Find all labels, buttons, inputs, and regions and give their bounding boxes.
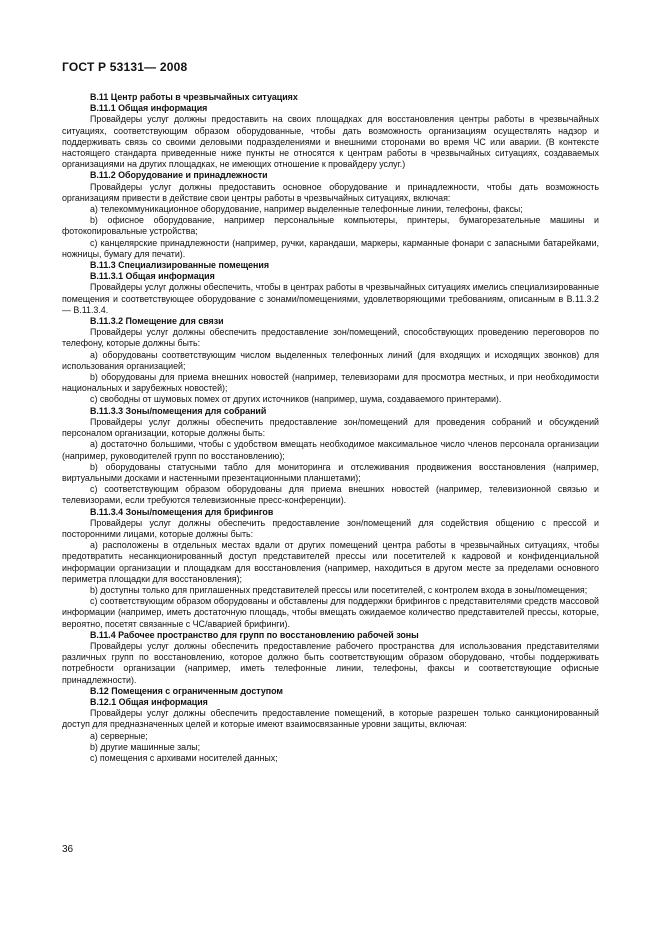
paragraph: b) оборудованы статусными табло для мониторинга и отслеживания продвижения восстановления (например, виртуальными досками и настенными презентационными планшетами); — [62, 461, 599, 483]
paragraph: Провайдеры услуг должны обеспечить предоставление зон/помещений, способствующих проведению переговоров по телефону, которые должны быть: — [62, 327, 599, 349]
section-heading: B.11.2 Оборудование и принадлежности — [90, 170, 268, 181]
document-header: ГОСТ Р 53131— 2008 — [62, 60, 188, 74]
section-heading: B.11.1 Общая информация — [90, 103, 208, 114]
paragraph: Провайдеры услуг должны обеспечить предоставление зон/помещений для содействия общению с прессой и посторонними лицами, которые должны быть: — [62, 517, 599, 539]
page-number: 36 — [62, 844, 74, 855]
paragraph: b) доступны только для приглашенных представителей прессы или посетителей, с контролем входа в зоны/помещения; — [90, 584, 588, 595]
paragraph: c) соответствующим образом оборудованы и обставлены для поддержки брифингов с представителями средств массовой информации (например, иметь достаточную площадь, чтобы вмещать ожидаемое количество представителей прессы, которые, вероятно, посетят связанные с ЧС/аварией брифинги). — [62, 596, 599, 629]
section-heading: B.11.3.2 Помещение для связи — [90, 316, 224, 327]
paragraph: Провайдеры услуг должны обеспечить предоставление рабочего пространства для использования представителями различных групп по восстановлению, которое должно быть соответствующим образом оборудовано, чтобы поддерживать потребности организации (например, иметь телефонные линии, телефоны, факсы и соответствующие офисные принадлежности). — [62, 640, 599, 685]
paragraph: c) соответствующим образом оборудованы для приема внешних новостей (например, телевизионной связью и телевизорами, если требуются телевизионные пресс-конференции). — [62, 484, 599, 506]
paragraph: a) достаточно большими, чтобы с удобством вмещать необходимое максимальное число членов персонала организации (например, руководителей групп по восстановлению); — [62, 439, 599, 461]
section-heading: B.11.4 Рабочее пространство для групп по восстановлению рабочей зоны — [90, 629, 419, 640]
section-heading: B.11 Центр работы в чрезвычайных ситуациях — [90, 92, 298, 102]
document-body — [62, 92, 599, 764]
paragraph: Провайдеры услуг должны обеспечить предоставление помещений, в которые разрешен только санкционированный доступ для предназначенных целей и которые имеют взаимосвязанные уровни защиты, включая: — [62, 708, 599, 730]
paragraph: Провайдеры услуг должны обеспечить, чтобы в центрах работы в чрезвычайных ситуациях имелись специализированные помещения и соответствующее оборудование с зонами/помещениями, удовлетворяющими требованиям, описанным в B.11.3.2 — B.11.3.4. — [62, 282, 599, 315]
section-heading: B.11.3 Специализированные помещения — [90, 260, 270, 271]
paragraph: b) оборудованы для приема внешних новостей (например, телевизорами для просмотра местных, и при необходимости национальных и зарубежных новостей); — [62, 372, 599, 394]
paragraph: c) помещения с архивами носителей данных; — [90, 752, 278, 763]
section-heading: B.11.3.3 Зоны/помещения для собраний — [90, 405, 267, 416]
section-heading: B.12.1 Общая информация — [90, 696, 208, 707]
paragraph: Провайдеры услуг должны обеспечить предоставление зон/помещений для проведения собраний и обсуждений персоналом организации, которые должны быть: — [62, 416, 599, 439]
paragraph: c) свободны от шумовых помех от других источников (например, шума, создаваемого принтерами). — [90, 394, 502, 405]
paragraph: a) телекоммуникационное оборудование, например выделенные телефонные линии, телефоны, факсы; — [90, 204, 523, 215]
paragraph: a) расположены в отдельных местах вдали от других помещений центра работы в чрезвычайных ситуациях, чтобы предотвратить несанкционированный доступ представителей прессы или посетителей к кадровой и конфиденциальной информации организации и площадкам для восстановления (например, находиться в другом месте за пределами основного периметра площадки для восстановления); — [62, 540, 599, 584]
section-heading: B.11.3.1 Общая информация — [90, 271, 215, 282]
paragraph: a) оборудованы соответствующим числом выделенных телефонных линий (для входящих и исходящих звонков) для использования организацией; — [62, 349, 599, 371]
paragraph: b) офисное оборудование, например персональные компьютеры, принтеры, бумагорезательные машины и фотокопировальные устройства; — [62, 215, 599, 237]
paragraph: c) канцелярские принадлежности (например, ручки, карандаши, маркеры, карманные фонари с запасными батарейками, ножницы, бумагу для печати). — [62, 237, 599, 259]
paragraph: Провайдеры услуг должны предоставить на своих площадках для восстановления центры работы в чрезвычайных ситуациях, соответствующим образом оборудованные, чтобы дать возможность организациям осуществлять надзор и поддерживать связь со своими деловыми подразделениями и внешними сторонами во время ЧС или аварии. (В контексте настоящего стандарта приведенные ниже пункты не относятся к центрам работы в чрезвычайных ситуациях, создаваемых организациями на других площадках, не имеющих отношение к провайдеру услуг.) — [62, 114, 599, 170]
paragraph: Провайдеры услуг должны предоставить основное оборудование и принадлежности, чтобы дать возможность организациям привести в действие свои центры работы в чрезвычайных ситуациях, включая: — [62, 181, 599, 203]
paragraph: a) серверные; — [90, 730, 148, 741]
section-heading: B.11.3.4 Зоны/помещения для брифингов — [90, 506, 274, 517]
section-heading: B.12 Помещения с ограниченным доступом — [90, 685, 284, 696]
paragraph: b) другие машинные залы; — [90, 741, 201, 752]
